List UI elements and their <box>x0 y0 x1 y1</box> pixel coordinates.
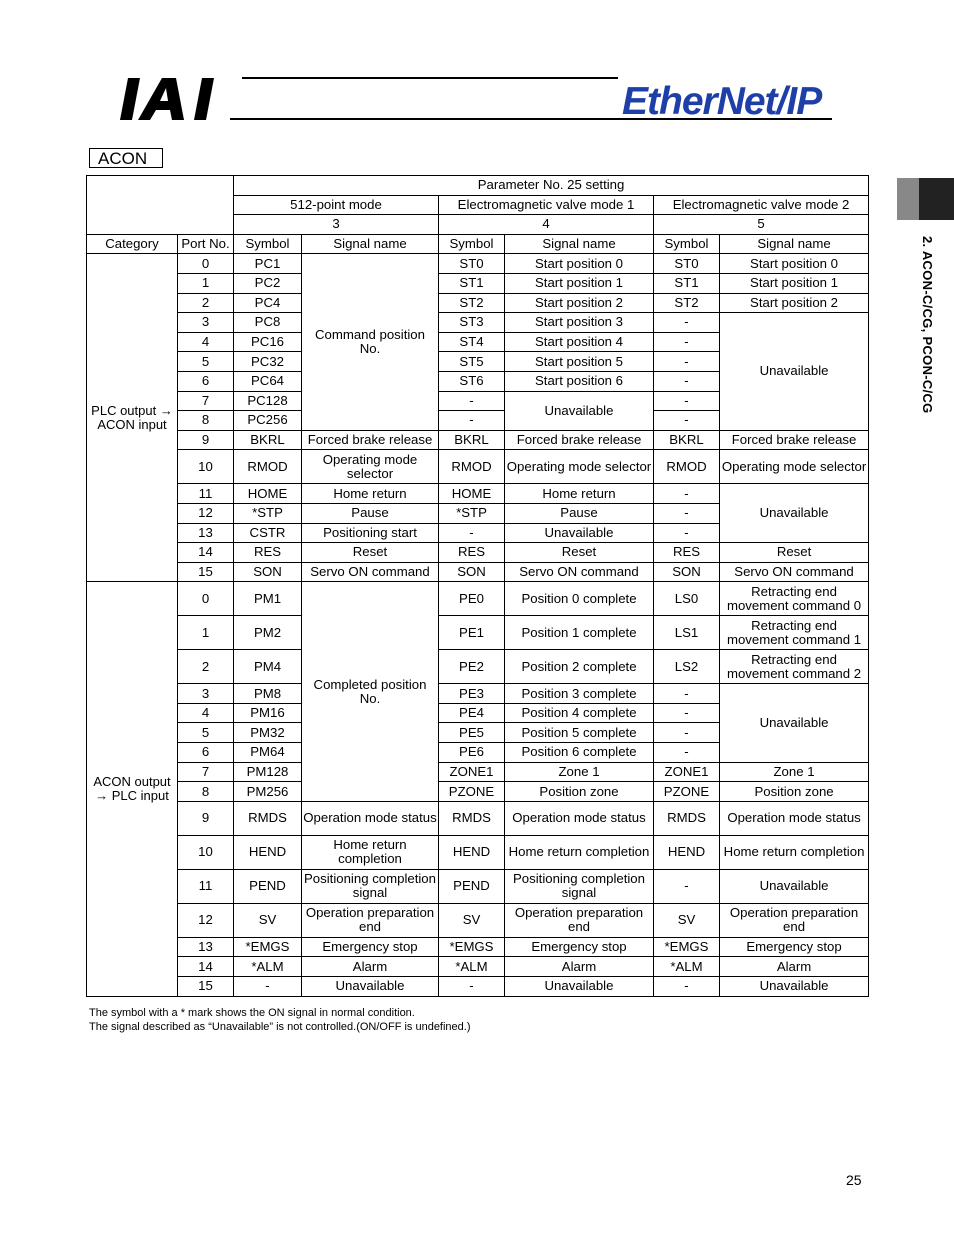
table-row <box>87 430 869 450</box>
signal-name-cell: Position 2 complete <box>505 650 654 684</box>
symbol-cell: RMOD <box>439 450 505 484</box>
port-cell: 8 <box>178 411 234 431</box>
signal-name-cell: Forced brake release <box>302 430 439 450</box>
symbol-cell: *ALM <box>654 957 720 977</box>
symbol-cell: BKRL <box>234 430 302 450</box>
signal-name-cell: Unavailable <box>720 684 869 762</box>
symbol-cell: *EMGS <box>654 937 720 957</box>
symbol-cell: PC16 <box>234 332 302 352</box>
symbol-cell: BKRL <box>654 430 720 450</box>
signal-name-cell: Start position 0 <box>505 254 654 274</box>
port-cell: 15 <box>178 977 234 997</box>
symbol-cell: - <box>654 523 720 543</box>
port-cell: 1 <box>178 616 234 650</box>
column-header: Category <box>87 234 178 254</box>
signal-name-cell: Retracting end movement command 2 <box>720 650 869 684</box>
signal-name-cell: Position 6 complete <box>505 743 654 763</box>
symbol-cell: - <box>654 743 720 763</box>
symbol-cell: PE6 <box>439 743 505 763</box>
signal-name-cell: Alarm <box>302 957 439 977</box>
signal-name-cell: Completed position No. <box>302 582 439 802</box>
symbol-cell: PM64 <box>234 743 302 763</box>
signal-name-cell: Servo ON command <box>505 562 654 582</box>
symbol-cell: PC32 <box>234 352 302 372</box>
table-row <box>87 835 869 869</box>
signal-name-cell: Servo ON command <box>720 562 869 582</box>
column-header: Signal name <box>302 234 439 254</box>
symbol-cell: ZONE1 <box>654 762 720 782</box>
signal-name-cell: Zone 1 <box>505 762 654 782</box>
symbol-cell: ST1 <box>439 273 505 293</box>
port-cell: 3 <box>178 313 234 333</box>
table-row <box>87 684 869 704</box>
port-cell: 4 <box>178 703 234 723</box>
symbol-cell: PE3 <box>439 684 505 704</box>
symbol-cell: PE1 <box>439 616 505 650</box>
signal-name-cell: Operating mode selector <box>302 450 439 484</box>
port-cell: 9 <box>178 430 234 450</box>
signal-name-cell: Forced brake release <box>720 430 869 450</box>
signal-name-cell: Servo ON command <box>302 562 439 582</box>
symbol-cell: - <box>654 484 720 504</box>
symbol-cell: PC1 <box>234 254 302 274</box>
signal-name-cell: Home return completion <box>720 835 869 869</box>
table-row <box>87 762 869 782</box>
port-cell: 13 <box>178 523 234 543</box>
symbol-cell: PC256 <box>234 411 302 431</box>
symbol-cell: - <box>654 332 720 352</box>
signal-name-cell: Zone 1 <box>720 762 869 782</box>
symbol-cell: - <box>439 523 505 543</box>
mode-header: Electromagnetic valve mode 1 <box>439 195 654 215</box>
footnote-1: The symbol with a * mark shows the ON signal in normal condition. <box>89 1007 415 1019</box>
mode-header: 512-point mode <box>234 195 439 215</box>
port-cell: 5 <box>178 723 234 743</box>
table-row <box>87 937 869 957</box>
port-cell: 3 <box>178 684 234 704</box>
signal-name-cell: Start position 3 <box>505 313 654 333</box>
symbol-cell: HEND <box>439 835 505 869</box>
symbol-cell: PE2 <box>439 650 505 684</box>
signal-name-cell: Operating mode selector <box>505 450 654 484</box>
symbol-cell: RMDS <box>439 801 505 835</box>
signal-name-cell: Unavailable <box>505 977 654 997</box>
table-row <box>87 616 869 650</box>
signal-name-cell: Start position 0 <box>720 254 869 274</box>
port-cell: 14 <box>178 543 234 563</box>
signal-name-cell: Operation mode status <box>302 801 439 835</box>
symbol-cell: LS2 <box>654 650 720 684</box>
category-cell: ACON output → PLC input <box>87 582 178 996</box>
signal-name-cell: Home return <box>302 484 439 504</box>
port-cell: 13 <box>178 937 234 957</box>
side-tab-marker <box>919 178 954 220</box>
param-header: Parameter No. 25 setting <box>234 176 869 196</box>
symbol-cell: HEND <box>234 835 302 869</box>
table-row <box>87 254 869 274</box>
port-cell: 10 <box>178 450 234 484</box>
signal-name-cell: Position zone <box>720 782 869 802</box>
mode-header: Electromagnetic valve mode 2 <box>654 195 869 215</box>
signal-name-cell: Pause <box>302 503 439 523</box>
footnote-2: The signal described as “Unavailable” is not controlled.(ON/OFF is undefined.) <box>89 1021 471 1033</box>
symbol-cell: *ALM <box>439 957 505 977</box>
signal-name-cell: Position zone <box>505 782 654 802</box>
signal-name-cell: Home return <box>505 484 654 504</box>
iai-logo <box>118 74 234 124</box>
port-cell: 10 <box>178 835 234 869</box>
symbol-cell: ST0 <box>439 254 505 274</box>
symbol-cell: HOME <box>234 484 302 504</box>
symbol-cell: - <box>439 977 505 997</box>
symbol-cell: HOME <box>439 484 505 504</box>
signal-name-cell: Unavailable <box>720 977 869 997</box>
signal-name-cell: Operation preparation end <box>505 903 654 937</box>
symbol-cell: RES <box>234 543 302 563</box>
signal-name-cell: Home return completion <box>505 835 654 869</box>
symbol-cell: - <box>234 977 302 997</box>
signal-name-cell: Operation mode status <box>505 801 654 835</box>
signal-name-cell: Reset <box>505 543 654 563</box>
symbol-cell: PZONE <box>654 782 720 802</box>
signal-name-cell: Command position No. <box>302 254 439 430</box>
symbol-cell: RMOD <box>654 450 720 484</box>
signal-name-cell: Emergency stop <box>302 937 439 957</box>
symbol-cell: PE5 <box>439 723 505 743</box>
signal-name-cell: Operation preparation end <box>302 903 439 937</box>
signal-name-cell: Start position 2 <box>720 293 869 313</box>
signal-name-cell: Positioning completion signal <box>302 869 439 903</box>
column-header: Symbol <box>654 234 720 254</box>
symbol-cell: BKRL <box>439 430 505 450</box>
port-cell: 0 <box>178 582 234 616</box>
mode-number: 4 <box>439 215 654 235</box>
table-row <box>87 450 869 484</box>
symbol-cell: *STP <box>439 503 505 523</box>
signal-name-cell: Forced brake release <box>505 430 654 450</box>
column-header: Signal name <box>720 234 869 254</box>
symbol-cell: PM8 <box>234 684 302 704</box>
signal-name-cell: Reset <box>302 543 439 563</box>
signal-name-cell: Positioning start <box>302 523 439 543</box>
table-row <box>87 234 869 254</box>
symbol-cell: PC2 <box>234 273 302 293</box>
symbol-cell: PM256 <box>234 782 302 802</box>
signal-name-cell: Reset <box>720 543 869 563</box>
port-cell: 14 <box>178 957 234 977</box>
port-cell: 11 <box>178 869 234 903</box>
symbol-cell: SV <box>439 903 505 937</box>
signal-name-cell: Unavailable <box>505 523 654 543</box>
symbol-cell: LS0 <box>654 582 720 616</box>
table-row <box>87 293 869 313</box>
symbol-cell: PM4 <box>234 650 302 684</box>
port-cell: 2 <box>178 650 234 684</box>
corner-cell <box>87 176 234 235</box>
signal-name-cell: Alarm <box>720 957 869 977</box>
signal-name-cell: Position 1 complete <box>505 616 654 650</box>
signal-name-cell: Unavailable <box>302 977 439 997</box>
table-row <box>87 562 869 582</box>
table-row <box>87 869 869 903</box>
signal-name-cell: Retracting end movement command 0 <box>720 582 869 616</box>
table-row <box>87 543 869 563</box>
port-cell: 2 <box>178 293 234 313</box>
column-header: Symbol <box>234 234 302 254</box>
port-cell: 4 <box>178 332 234 352</box>
signal-name-cell: Start position 1 <box>505 273 654 293</box>
symbol-cell: - <box>654 391 720 411</box>
footnotes <box>89 1006 471 1034</box>
symbol-cell: SON <box>654 562 720 582</box>
port-cell: 7 <box>178 762 234 782</box>
category-cell: PLC output → ACON input <box>87 254 178 582</box>
signal-name-cell: Unavailable <box>720 869 869 903</box>
symbol-cell: ZONE1 <box>439 762 505 782</box>
symbol-cell: - <box>439 391 505 411</box>
table-row <box>87 484 869 504</box>
signal-name-cell: Position 3 complete <box>505 684 654 704</box>
symbol-cell: *EMGS <box>439 937 505 957</box>
port-cell: 12 <box>178 903 234 937</box>
brand-title: EtherNet/IP <box>622 80 822 123</box>
port-cell: 12 <box>178 503 234 523</box>
symbol-cell: - <box>654 723 720 743</box>
header-rule-top <box>242 77 618 79</box>
symbol-cell: - <box>654 703 720 723</box>
table-row <box>87 176 869 196</box>
signal-name-cell: Start position 6 <box>505 371 654 391</box>
symbol-cell: - <box>654 684 720 704</box>
symbol-cell: PZONE <box>439 782 505 802</box>
table-row <box>87 903 869 937</box>
symbol-cell: ST3 <box>439 313 505 333</box>
signal-name-cell: Emergency stop <box>505 937 654 957</box>
symbol-cell: - <box>654 977 720 997</box>
symbol-cell: PM16 <box>234 703 302 723</box>
symbol-cell: PM128 <box>234 762 302 782</box>
section-label: ACON <box>89 148 163 168</box>
port-cell: 0 <box>178 254 234 274</box>
symbol-cell: PEND <box>439 869 505 903</box>
signal-name-cell: Retracting end movement command 1 <box>720 616 869 650</box>
page-number: 25 <box>846 1172 862 1188</box>
symbol-cell: ST1 <box>654 273 720 293</box>
symbol-cell: ST5 <box>439 352 505 372</box>
symbol-cell: RMOD <box>234 450 302 484</box>
symbol-cell: PE4 <box>439 703 505 723</box>
signal-name-cell: Position 0 complete <box>505 582 654 616</box>
table-row <box>87 650 869 684</box>
port-cell: 15 <box>178 562 234 582</box>
symbol-cell: HEND <box>654 835 720 869</box>
port-cell: 9 <box>178 801 234 835</box>
signal-name-cell: Positioning completion signal <box>505 869 654 903</box>
symbol-cell: PC4 <box>234 293 302 313</box>
signal-name-cell: Start position 4 <box>505 332 654 352</box>
symbol-cell: SON <box>234 562 302 582</box>
signal-name-cell: Start position 1 <box>720 273 869 293</box>
symbol-cell: PE0 <box>439 582 505 616</box>
symbol-cell: ST2 <box>654 293 720 313</box>
table-row <box>87 273 869 293</box>
signal-name-cell: Start position 2 <box>505 293 654 313</box>
table-row <box>87 801 869 835</box>
symbol-cell: RES <box>439 543 505 563</box>
side-tab-accent <box>897 178 919 220</box>
column-header: Signal name <box>505 234 654 254</box>
port-cell: 1 <box>178 273 234 293</box>
mode-number: 5 <box>654 215 869 235</box>
table-row <box>87 977 869 997</box>
signal-name-cell: Operation preparation end <box>720 903 869 937</box>
symbol-cell: - <box>654 503 720 523</box>
symbol-cell: PM32 <box>234 723 302 743</box>
mode-number: 3 <box>234 215 439 235</box>
signal-table <box>86 175 869 997</box>
port-cell: 5 <box>178 352 234 372</box>
symbol-cell: - <box>439 411 505 431</box>
signal-name-cell: Operating mode selector <box>720 450 869 484</box>
port-cell: 7 <box>178 391 234 411</box>
port-cell: 6 <box>178 371 234 391</box>
symbol-cell: SV <box>234 903 302 937</box>
symbol-cell: SV <box>654 903 720 937</box>
signal-name-cell: Unavailable <box>720 484 869 543</box>
port-cell: 11 <box>178 484 234 504</box>
table-row <box>87 582 869 616</box>
symbol-cell: RMDS <box>234 801 302 835</box>
signal-name-cell: Alarm <box>505 957 654 977</box>
signal-name-cell: Pause <box>505 503 654 523</box>
symbol-cell: - <box>654 411 720 431</box>
symbol-cell: ST2 <box>439 293 505 313</box>
symbol-cell: ST6 <box>439 371 505 391</box>
symbol-cell: - <box>654 371 720 391</box>
symbol-cell: SON <box>439 562 505 582</box>
signal-name-cell: Operation mode status <box>720 801 869 835</box>
symbol-cell: CSTR <box>234 523 302 543</box>
symbol-cell: *STP <box>234 503 302 523</box>
table-row <box>87 313 869 333</box>
signal-name-cell: Emergency stop <box>720 937 869 957</box>
column-header: Port No. <box>178 234 234 254</box>
signal-name-cell: Home return completion <box>302 835 439 869</box>
symbol-cell: *ALM <box>234 957 302 977</box>
signal-name-cell: Position 5 complete <box>505 723 654 743</box>
signal-name-cell: Start position 5 <box>505 352 654 372</box>
symbol-cell: - <box>654 313 720 333</box>
symbol-cell: PM1 <box>234 582 302 616</box>
symbol-cell: PC8 <box>234 313 302 333</box>
symbol-cell: RMDS <box>654 801 720 835</box>
table-row <box>87 957 869 977</box>
symbol-cell: ST4 <box>439 332 505 352</box>
symbol-cell: PM2 <box>234 616 302 650</box>
column-header: Symbol <box>439 234 505 254</box>
side-tab-text: 2. ACON-C/CG, PCON-C/CG <box>920 236 935 414</box>
symbol-cell: RES <box>654 543 720 563</box>
port-cell: 8 <box>178 782 234 802</box>
symbol-cell: PEND <box>234 869 302 903</box>
symbol-cell: LS1 <box>654 616 720 650</box>
table-row <box>87 782 869 802</box>
signal-name-cell: Position 4 complete <box>505 703 654 723</box>
symbol-cell: *EMGS <box>234 937 302 957</box>
symbol-cell: - <box>654 352 720 372</box>
symbol-cell: ST0 <box>654 254 720 274</box>
symbol-cell: - <box>654 869 720 903</box>
port-cell: 6 <box>178 743 234 763</box>
symbol-cell: PC128 <box>234 391 302 411</box>
signal-name-cell: Unavailable <box>505 391 654 430</box>
symbol-cell: PC64 <box>234 371 302 391</box>
signal-name-cell: Unavailable <box>720 313 869 431</box>
